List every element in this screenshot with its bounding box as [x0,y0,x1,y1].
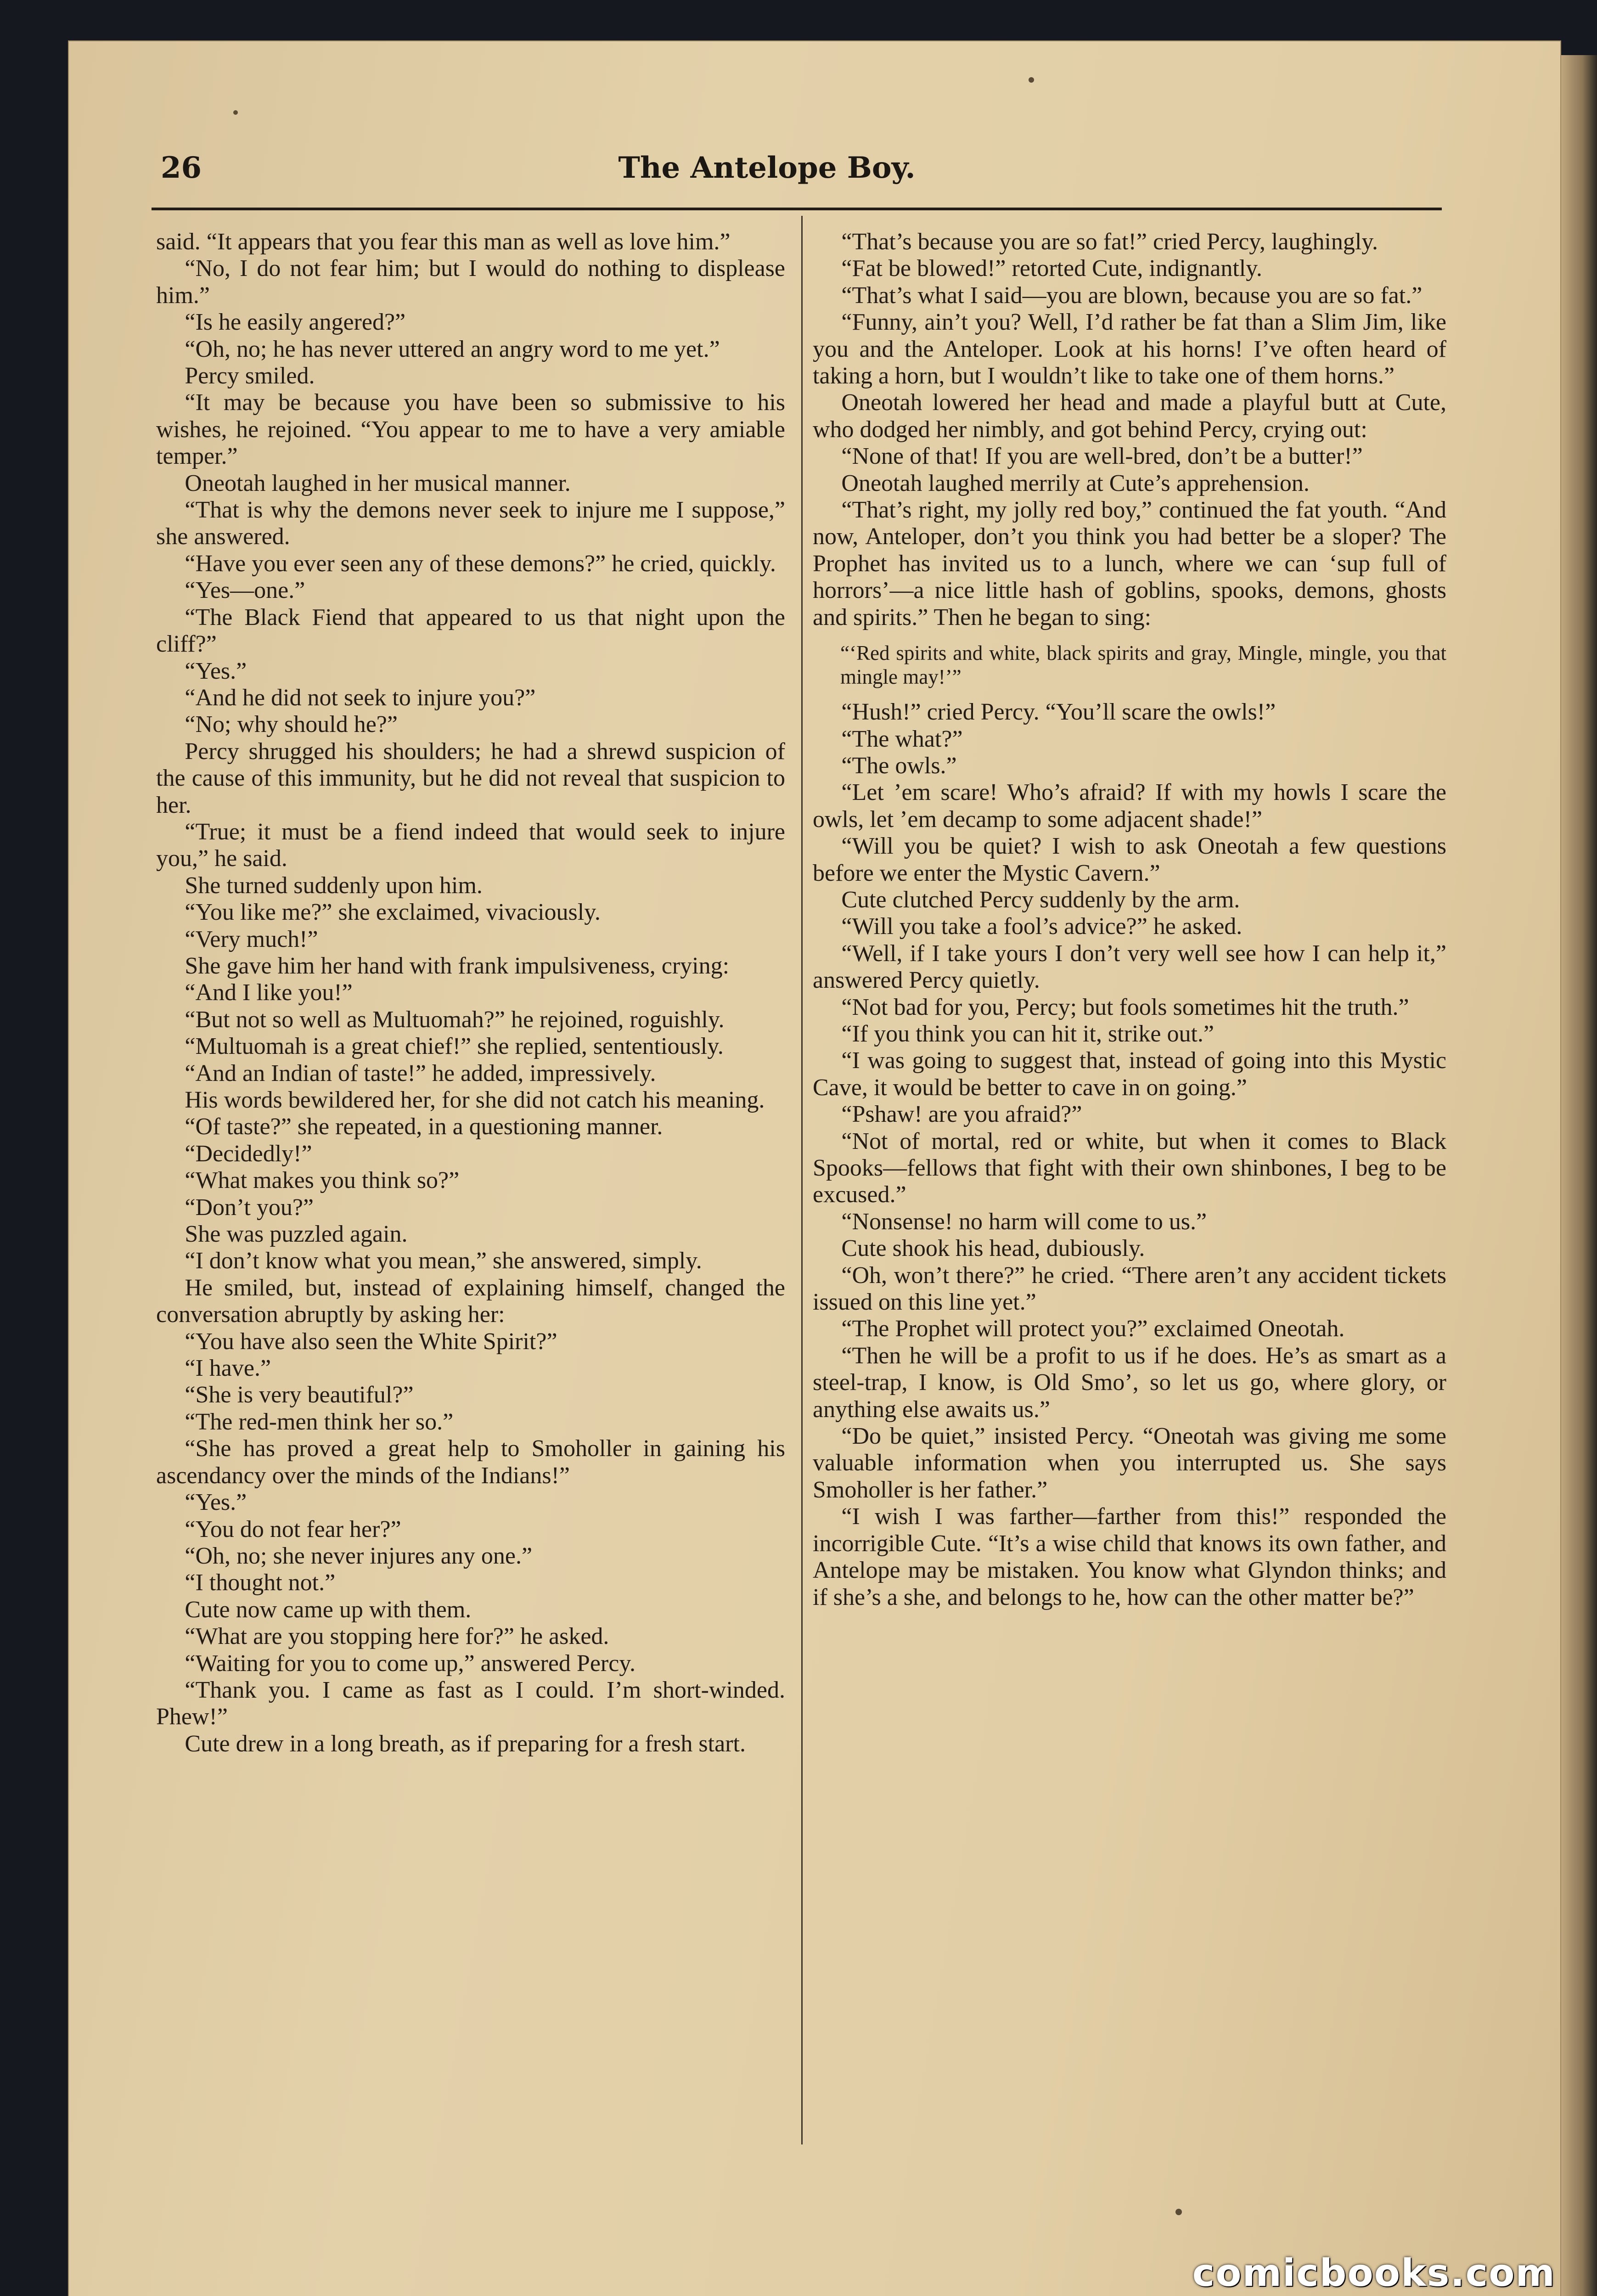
paragraph: “The what?” [841,726,963,752]
paragraph: Oneotah lowered her head and made a playful butt at Cute, who dodged her nimbly, and got behind Percy, crying out: [813,389,1446,443]
paragraph: “That’s right, my jolly red boy,” continued the fat youth. “And now, Anteloper, don’t you think you had better be a sloper? The Prophet has invited us to a lunch, where we can ‘sup full of horrors’—a nice little hash of goblins, spooks, demons, ghosts and spirits.” Then he began to sing: [813,497,1446,630]
paragraph: Cute clutched Percy suddenly by the arm. [841,886,1240,913]
running-title: The Antelope Boy. [618,151,916,185]
paragraph: “You like me?” she exclaimed, vivaciously. [185,899,601,926]
paragraph: “Fat be blowed!” retorted Cute, indignantly. [841,255,1262,282]
paragraph: Oneotah laughed in her musical manner. [185,470,571,496]
paragraph: “Not bad for you, Percy; but fools sometimes hit the truth.” [841,994,1409,1020]
paragraph: “Will you be quiet? I wish to ask Oneotah a few questions before we enter the Mystic Cavern.” [813,833,1446,886]
paragraph: She turned suddenly upon him. [185,872,483,899]
paragraph: “Don’t you?” [185,1194,314,1221]
page-header [92,151,1442,195]
paragraph: “Have you ever seen any of these demons?” he cried, quickly. [185,550,776,577]
paragraph: “Well, if I take yours I don’t very well see how I can help it,” answered Percy quietly. [813,940,1446,994]
paragraph: “The red-men think her so.” [185,1408,454,1435]
paragraph: “You have also seen the White Spirit?” [185,1328,557,1355]
paragraph: said. “It appears that you fear this man as well as love him.” [156,229,731,255]
paper-speck [1029,77,1034,83]
left-column [156,229,785,1757]
paragraph: She gave him her hand with frank impulsiveness, crying: [185,952,730,979]
paragraph: “None of that! If you are well-bred, don’t be a butter!” [841,443,1363,470]
header-rule [152,208,1442,210]
paragraph: “It may be because you have been so submissive to his wishes, he rejoined. “You appear to me to have a very amiable temper.” [156,389,785,470]
paragraph: “Oh, no; he has never uttered an angry word to me yet.” [185,336,720,362]
paragraph: “Funny, ain’t you? Well, I’d rather be fat than a Slim Jim, like you and the Anteloper. Look at his horns! I’ve often heard of taking a horn, but I wouldn’t like to take one of them horns.” [813,309,1446,389]
paragraph: “That is why the demons never seek to injure me I suppose,” she answered. [156,497,785,550]
watermark: comicbooks.com [1192,2251,1556,2295]
paragraph: “But not so well as Multuomah?” he rejoined, roguishly. [185,1006,725,1033]
paragraph: “Decidedly!” [185,1140,312,1167]
paragraph: “Oh, won’t there?” he cried. “There aren’t any accident tickets issued on this line yet.” [813,1262,1446,1316]
paragraph: “That’s what I said—you are blown, because you are so fat.” [841,282,1423,309]
paragraph: “Do be quiet,” insisted Percy. “Oneotah was giving me some valuable information when you interrupted us. She says Smoholler is her father.” [813,1423,1446,1503]
paragraph: Cute now came up with them. [185,1596,472,1623]
paragraph: “‘Red spirits and white, black spirits and gray, Mingle, mingle, you that mingle may!’” [840,642,1446,689]
paragraph: He smiled, but, instead of explaining himself, changed the conversation abruptly by asking her: [156,1274,785,1328]
paragraph: “Yes.” [185,658,247,684]
paragraph: “What are you stopping here for?” he asked. [185,1623,609,1650]
paragraph: “What makes you think so?” [185,1167,460,1194]
paper-speck [233,110,238,115]
column-divider [801,216,803,2144]
page-edge [1561,55,1597,2296]
paragraph: “Multuomah is a great chief!” she replied, sententiously. [185,1033,724,1060]
paragraph: “And he did not seek to injure you?” [185,684,536,711]
paragraph: “The Black Fiend that appeared to us that night upon the cliff?” [156,604,785,658]
paragraph: “And an Indian of taste!” he added, impressively. [185,1060,656,1086]
paragraph: “True; it must be a fiend indeed that would seek to injure you,” he said. [156,818,785,872]
paper-speck [1175,2209,1182,2215]
paragraph: Cute drew in a long breath, as if preparing for a fresh start. [185,1730,746,1757]
paragraph: “Not of mortal, red or white, but when it comes to Black Spooks—fellows that fight with their own shinbones, I beg to be excused.” [813,1128,1446,1208]
paragraph: “Let ’em scare! Who’s afraid? If with my howls I scare the owls, let ’em decamp to some adjacent shade!” [813,779,1446,833]
paragraph: “Yes.” [185,1489,247,1516]
paragraph: “Very much!” [185,926,318,952]
paragraph: “I was going to suggest that, instead of going into this Mystic Cave, it would be better to cave in on going.” [813,1047,1446,1101]
paragraph: She was puzzled again. [185,1221,408,1248]
paragraph: “Then he will be a profit to us if he does. He’s as smart as a steel-trap, I know, is Old Smo’, so let us go, where glory, or anything else awaits us.” [813,1342,1446,1423]
paragraph: “Nonsense! no harm will come to us.” [841,1208,1207,1235]
paragraph: “Waiting for you to come up,” answered Percy. [185,1650,635,1677]
paragraph: “No; why should he?” [185,711,398,738]
paragraph: “If you think you can hit it, strike out.” [841,1020,1215,1047]
paragraph: His words bewildered her, for she did not catch his meaning. [185,1087,765,1113]
paragraph: “Will you take a fool’s advice?” he asked. [841,913,1243,940]
right-column [813,229,1446,1611]
paragraph: “I have.” [185,1355,271,1382]
paragraph: “And I like you!” [185,979,353,1006]
page-number: 26 [161,151,202,185]
paragraph: “That’s because you are so fat!” cried Percy, laughingly. [841,229,1378,255]
paragraph: “The owls.” [841,752,957,779]
paragraph: “I wish I was farther—farther from this!” responded the incorrigible Cute. “It’s a wise child that knows its own father, and Antelope may be mistaken. You know what Glyndon thinks; and if she’s a she, and belongs to he, how can the other matter be?” [813,1503,1446,1610]
paragraph: “She has proved a great help to Smoholler in gaining his ascendancy over the minds of the Indians!” [156,1435,785,1489]
paragraph: “Pshaw! are you afraid?” [841,1101,1082,1128]
paragraph: “Thank you. I came as fast as I could. I’m short-winded. Phew!” [156,1677,785,1730]
paragraph: Percy shrugged his shoulders; he had a shrewd suspicion of the cause of this immunity, but he did not reveal that suspicion to her. [156,738,785,818]
paragraph: “Of taste?” she repeated, in a questioning manner. [185,1114,663,1140]
paragraph: “I don’t know what you mean,” she answered, simply. [185,1248,702,1274]
paragraph: “You do not fear her?” [185,1516,401,1542]
paragraph: “Is he easily angered?” [185,309,406,336]
paragraph: “I thought not.” [185,1570,336,1596]
paragraph: “Hush!” cried Percy. “You’ll scare the owls!” [841,699,1276,726]
paragraph: Percy smiled. [185,363,315,389]
paragraph: “She is very beautiful?” [185,1382,414,1408]
paragraph: “Yes—one.” [185,577,305,604]
paragraph: “The Prophet will protect you?” exclaimed Oneotah. [841,1316,1345,1342]
paragraph: “No, I do not fear him; but I would do nothing to displease him.” [156,255,785,309]
paragraph: Oneotah laughed merrily at Cute’s apprehension. [841,470,1310,496]
paragraph: Cute shook his head, dubiously. [841,1235,1145,1262]
paragraph: “Oh, no; she never injures any one.” [185,1542,533,1569]
